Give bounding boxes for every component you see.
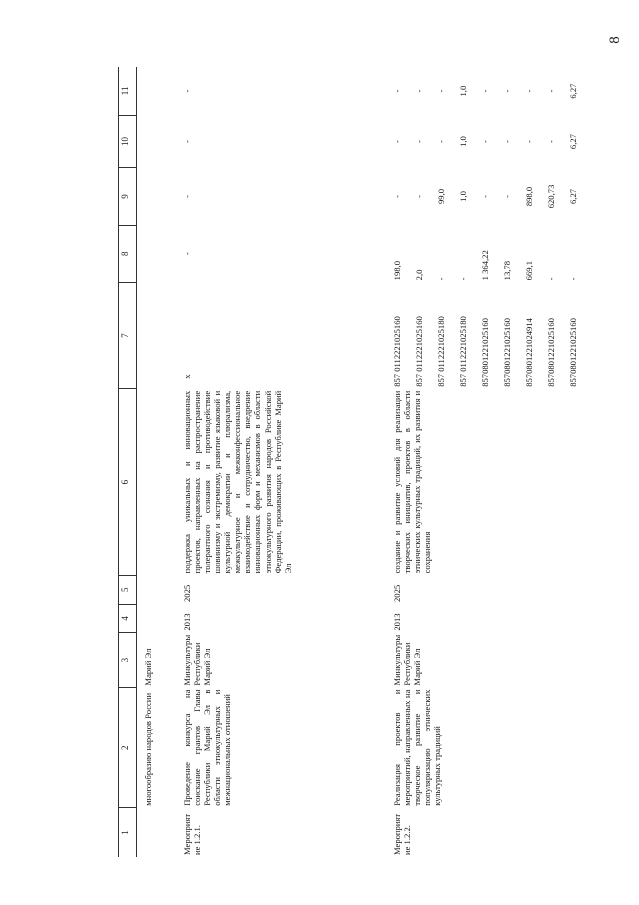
value-col-10: 1,0 bbox=[457, 136, 468, 147]
value-col-11: - bbox=[413, 89, 424, 93]
measure-number: Мероприятие 1.2.1. bbox=[181, 813, 202, 855]
value-col-9: - bbox=[479, 195, 490, 198]
measure-end-year: 2025 bbox=[391, 584, 402, 603]
value-col-11: 1,0 bbox=[457, 85, 468, 97]
value-col-9: 1,0 bbox=[457, 191, 468, 202]
value-col-10: - bbox=[391, 140, 402, 143]
budget-code: 857 0112221025160 bbox=[391, 316, 402, 387]
value-col-9: 898,0 bbox=[523, 186, 534, 207]
value-col-10: - bbox=[435, 140, 446, 143]
value-col-10: - bbox=[413, 140, 424, 143]
measure-name: Реализация проектов и мероприятий, направленных на творческое развитие и популяризацию этнических культурных традиций bbox=[391, 689, 443, 806]
value-col-11: - bbox=[435, 89, 446, 93]
value-col-8: 2,0 bbox=[413, 269, 424, 281]
value-col-8: 669,1 bbox=[523, 260, 534, 281]
value-col-11: 6,27 bbox=[567, 83, 578, 99]
col-header-9: 9 bbox=[119, 168, 137, 225]
value-col-8: - bbox=[457, 277, 468, 281]
budget-code: 8570801221024914 bbox=[523, 318, 534, 387]
col-header-4: 4 bbox=[119, 604, 137, 633]
col-header-1: 1 bbox=[119, 808, 137, 857]
value-col-8: 1 364,22 bbox=[479, 250, 490, 281]
measure-value-9: - bbox=[181, 195, 192, 198]
measure-result: поддержка уникальных и инновационных проектов, направленных на распространение толерантного сознания и противодействие шовинизму и экстремизму, развитие языковой и культурной демократии и плюрализма, межкультурное и межконфессиональное взаимодействие и сотрудничество, внедрение инновационных форм и механизмов в области этнокультурного развития народов Российской Федерации, проживающих в Республике Марий Эл bbox=[181, 390, 293, 574]
value-col-9: - bbox=[391, 195, 402, 198]
rotated-table-sheet bbox=[118, 67, 578, 857]
value-col-11: - bbox=[479, 89, 490, 93]
value-col-10: 6,27 bbox=[567, 134, 578, 150]
budget-code: 857 0112221025160 bbox=[413, 316, 424, 387]
col-header-6: 6 bbox=[119, 389, 137, 576]
budget-code: 8570801221025160 bbox=[501, 318, 512, 387]
measure-end-year: 2025 bbox=[181, 584, 192, 603]
continuation-executor: Марий Эл bbox=[143, 648, 153, 686]
value-col-8: - bbox=[435, 277, 446, 281]
measure-value-8: - bbox=[181, 252, 192, 256]
value-col-10: - bbox=[545, 140, 556, 143]
measure-value-11: - bbox=[181, 89, 192, 93]
column-number-row bbox=[119, 67, 137, 857]
col-header-3: 3 bbox=[119, 633, 137, 688]
col-header-2: 2 bbox=[119, 688, 137, 808]
budget-code: 8570801221025160 bbox=[545, 318, 556, 387]
measure-value-10: - bbox=[181, 140, 192, 143]
measure-executor: Минкультуры Республики Марий Эл bbox=[391, 634, 422, 686]
value-col-8: 13,78 bbox=[501, 260, 512, 281]
program-table bbox=[118, 67, 589, 857]
measure-result: создание и развитие условий для реализации творческих инициатив, проектов в области этнических культурных традиций, их развития и сохранения bbox=[391, 390, 432, 574]
budget-code: 857 0112221025180 bbox=[457, 316, 468, 387]
value-col-8: 198,0 bbox=[391, 260, 402, 281]
value-col-11: - bbox=[391, 89, 402, 93]
value-col-10: - bbox=[501, 140, 512, 143]
col-header-11: 11 bbox=[119, 67, 137, 115]
page-number: 8 bbox=[607, 36, 623, 44]
value-col-11: - bbox=[523, 89, 534, 93]
value-col-9: - bbox=[501, 195, 512, 198]
measure-start-year: 2013 bbox=[391, 613, 402, 631]
value-col-9: - bbox=[413, 195, 424, 198]
value-col-10: - bbox=[479, 140, 490, 143]
value-col-10: - bbox=[523, 140, 534, 143]
continuation-row bbox=[137, 67, 181, 857]
value-col-9: 99,0 bbox=[435, 188, 446, 204]
value-col-8: - bbox=[545, 277, 556, 281]
measure-executor: Минкультуры Республики Марий Эл bbox=[181, 634, 212, 686]
col-header-10: 10 bbox=[119, 115, 137, 168]
measure-number: Мероприятие 1.2.2. bbox=[391, 813, 412, 855]
value-col-9: 6,27 bbox=[567, 188, 578, 204]
value-col-11: - bbox=[501, 89, 512, 93]
measure-name: Проведение конкурса на соискание грантов Главы Республики Марий Эл в области этнокультурных и межнациональных отношений bbox=[181, 689, 233, 806]
value-col-9: 620,73 bbox=[545, 184, 556, 209]
value-col-11: - bbox=[545, 89, 556, 93]
value-col-8: - bbox=[567, 277, 578, 281]
budget-code: 8570801221025160 bbox=[567, 318, 578, 387]
measure-start-year: 2013 bbox=[181, 613, 192, 631]
measure-code: x bbox=[181, 374, 192, 379]
budget-code: 8570801221025160 bbox=[479, 318, 490, 387]
table-row-measure-1-2-2 bbox=[391, 67, 413, 857]
col-header-7: 7 bbox=[119, 282, 137, 388]
continuation-name: многообразию народов России bbox=[143, 692, 153, 806]
col-header-8: 8 bbox=[119, 225, 137, 282]
budget-code: 857 0112221025180 bbox=[435, 316, 446, 387]
table-row-measure-1-2-1 bbox=[181, 67, 391, 857]
col-header-5: 5 bbox=[119, 575, 137, 604]
